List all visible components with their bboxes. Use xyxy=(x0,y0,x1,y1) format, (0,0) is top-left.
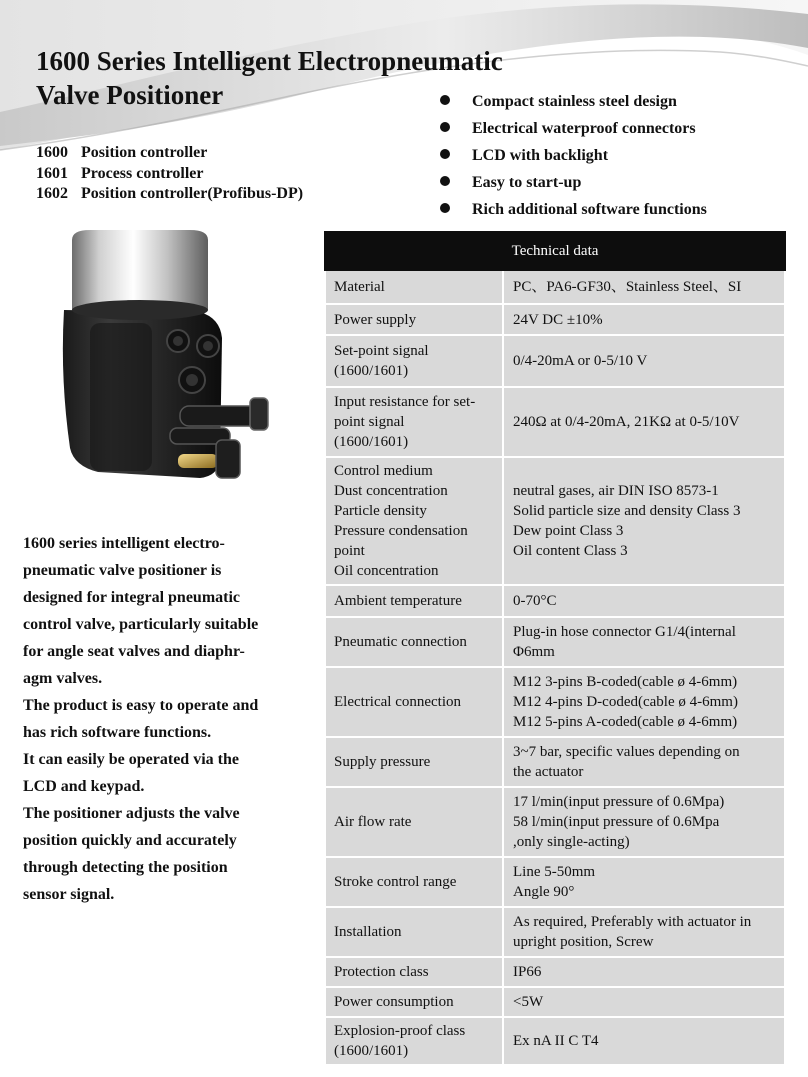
bullet-icon xyxy=(440,203,450,213)
table-row xyxy=(325,787,785,857)
description-line: for angle seat valves and diaphr- xyxy=(23,643,245,660)
table-row xyxy=(325,335,785,387)
row-value: PC、PA6-GF30、Stainless Steel、SI xyxy=(503,270,785,304)
row-label: Power supply xyxy=(325,304,503,335)
description-line: agm valves. xyxy=(23,670,103,687)
bullet-icon xyxy=(440,176,450,186)
description-line: The positioner adjusts the valve xyxy=(23,805,240,822)
description-line: sensor signal. xyxy=(23,886,115,903)
feature-item xyxy=(440,115,707,142)
row-label: Explosion-proof class (1600/1601) xyxy=(325,1017,503,1065)
technical-data-table xyxy=(324,231,786,1066)
title-line-2: Valve Positioner xyxy=(36,80,224,110)
row-value: neutral gases, air DIN ISO 8573-1 Solid particle size and density Class 3 Dew point Class 3 Oil content Class 3 xyxy=(503,457,785,585)
row-value: 0-70°C xyxy=(503,585,785,617)
model-code: 1602 xyxy=(36,185,68,202)
model-name: Process controller xyxy=(81,164,204,182)
table-row xyxy=(325,617,785,667)
row-value: Line 5-50mm Angle 90° xyxy=(503,857,785,907)
row-label: Air flow rate xyxy=(325,787,503,857)
feature-text: Rich additional software functions xyxy=(472,201,707,218)
model-name: Position controller xyxy=(81,144,208,161)
description-line: 1600 series intelligent electro- xyxy=(23,535,225,552)
model-name: Position controller(Profibus-DP) xyxy=(81,185,304,202)
row-label: Ambient temperature xyxy=(325,585,503,617)
row-label: Supply pressure xyxy=(325,737,503,787)
document-title xyxy=(36,44,503,112)
table-row xyxy=(325,957,785,987)
description-line: through detecting the position xyxy=(23,859,228,876)
description-line: has rich software functions. xyxy=(23,724,212,741)
product-image xyxy=(50,228,290,506)
table-row xyxy=(325,1017,785,1065)
table-row xyxy=(325,304,785,335)
description-line: designed for integral pneumatic xyxy=(23,589,241,606)
row-value: 3~7 bar, specific values depending on the actuator xyxy=(503,737,785,787)
row-label: Power consumption xyxy=(325,987,503,1017)
row-value: 0/4-20mA or 0-5/10 V xyxy=(503,335,785,387)
row-value: <5W xyxy=(503,987,785,1017)
bullet-icon xyxy=(440,95,450,105)
row-value: As required, Preferably with actuator in upright position, Screw xyxy=(503,907,785,957)
model-code: 1601 xyxy=(36,164,68,182)
feature-item xyxy=(440,196,707,223)
feature-item xyxy=(440,142,707,169)
table-row xyxy=(325,857,785,907)
feature-text: Electrical waterproof connectors xyxy=(472,120,696,137)
feature-text: Compact stainless steel design xyxy=(472,93,677,110)
row-label: Material xyxy=(325,270,503,304)
row-label: Set-point signal (1600/1601) xyxy=(325,335,503,387)
title-line-1: 1600 Series Intelligent Electropneumatic xyxy=(36,46,503,76)
model-item xyxy=(36,184,303,205)
table-row xyxy=(325,667,785,737)
row-value: Plug-in hose connector G1/4(internal Φ6mm xyxy=(503,617,785,667)
description-line: position quickly and accurately xyxy=(23,832,237,849)
row-label: Electrical connection xyxy=(325,667,503,737)
model-item xyxy=(36,164,303,185)
feature-item xyxy=(440,169,707,196)
description-line: It can easily be operated via the xyxy=(23,751,239,768)
feature-item xyxy=(440,88,707,115)
row-value: Ex nA II C T4 xyxy=(503,1017,785,1065)
row-label: Pneumatic connection xyxy=(325,617,503,667)
row-label: Protection class xyxy=(325,957,503,987)
table-row xyxy=(325,387,785,457)
feature-text: LCD with backlight xyxy=(472,147,609,164)
row-value: M12 3-pins B-coded(cable ø 4-6mm) M12 4-pins D-coded(cable ø 4-6mm) M12 5-pins A-coded(cable ø 4-6mm) xyxy=(503,667,785,737)
table-row xyxy=(325,987,785,1017)
model-list xyxy=(36,143,303,205)
table-row xyxy=(325,270,785,304)
table-row xyxy=(325,457,785,585)
row-value: 240Ω at 0/4-20mA, 21KΩ at 0-5/10V xyxy=(503,387,785,457)
row-value: 24V DC ±10% xyxy=(503,304,785,335)
table-row xyxy=(325,907,785,957)
row-label: Stroke control range xyxy=(325,857,503,907)
row-label: Installation xyxy=(325,907,503,957)
product-description xyxy=(23,530,298,908)
bullet-icon xyxy=(440,149,450,159)
description-line: control valve, particularly suitable xyxy=(23,616,259,633)
row-value: 17 l/min(input pressure of 0.6Mpa) 58 l/min(input pressure of 0.6Mpa ,only single-acting) xyxy=(503,787,785,857)
feature-list xyxy=(440,88,707,223)
description-line: pneumatic valve positioner is xyxy=(23,562,222,579)
table-row xyxy=(325,737,785,787)
table-header: Technical data xyxy=(325,232,785,270)
table-row xyxy=(325,585,785,617)
feature-text: Easy to start-up xyxy=(472,174,582,191)
row-label: Control medium Dust concentration Particle density Pressure condensation point Oil concentration xyxy=(325,457,503,585)
row-label: Input resistance for set- point signal (1600/1601) xyxy=(325,387,503,457)
description-line: LCD and keypad. xyxy=(23,778,145,795)
model-item xyxy=(36,143,303,164)
row-value: IP66 xyxy=(503,957,785,987)
bullet-icon xyxy=(440,122,450,132)
description-line: The product is easy to operate and xyxy=(23,697,259,714)
model-code: 1600 xyxy=(36,144,68,161)
